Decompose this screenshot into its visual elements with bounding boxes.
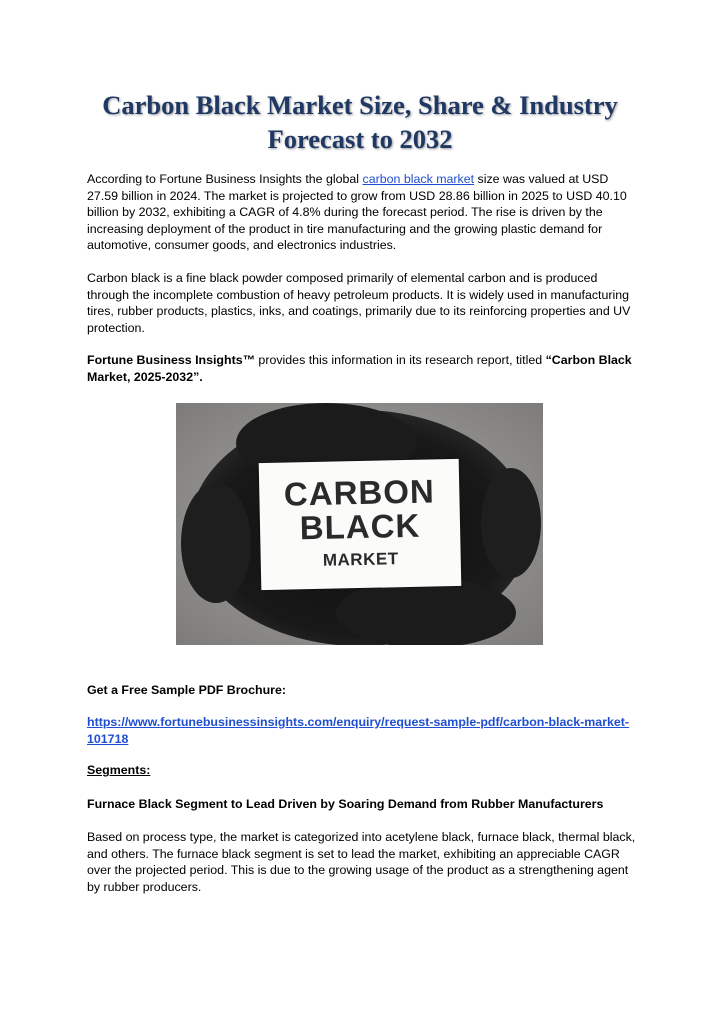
furnace-black-heading: Furnace Black Segment to Lead Driven by Soaring Demand from Rubber Manufacturers <box>87 797 604 811</box>
source-company: Fortune Business Insights™ <box>87 353 255 367</box>
carbon-black-market-link[interactable]: carbon black market <box>362 172 475 186</box>
sign-line-3: MARKET <box>322 549 399 570</box>
intro-text-start: According to Fortune Business Insights the global <box>87 172 363 186</box>
segments-heading: Segments: <box>87 763 151 777</box>
source-text: provides this information in its research report, titled <box>254 353 546 367</box>
intro-paragraph <box>87 171 637 254</box>
segments-paragraph: Based on process type, the market is categorized into acetylene black, furnace black, thermal black, and others. The furnace black segment is set to lead the market, exhibiting an appreciable CAGR over the projected period. This is due to the growing usage of the product as a strengthening agent by rubber producers. <box>87 830 636 894</box>
sign-line-2: BLACK <box>299 506 421 547</box>
title-line-2: Forecast to 2032 <box>267 124 453 154</box>
source-paragraph <box>87 352 637 385</box>
carbon-black-market-sign <box>259 459 462 590</box>
definition-paragraph: Carbon black is a fine black powder composed primarily of elemental carbon and is produced through the incomplete combustion of heavy petroleum products. It is widely used in manufacturing tires, rubber products, plastics, inks, and coatings, primarily due to its reinforcing properties and UV protection. <box>87 271 631 335</box>
page-title <box>60 88 660 156</box>
title-line-1: Carbon Black Market Size, Share & Industry <box>102 90 618 120</box>
source-report-title: “Carbon Black Market, 2025-2032”. <box>87 353 632 384</box>
intro-text-end: size was valued at USD 27.59 billion in 2024. The market is projected to grow from USD 28.86 billion in 2025 to USD 40.10 billion by 2032, exhibiting a CAGR of 4.8% during the forecast period. The rise is driven by the increasing deployment of the product in tire manufacturing and the growing plastic demand for automotive, consumer goods, and electronics industries. <box>87 172 627 252</box>
sample-heading: Get a Free Sample PDF Brochure: <box>87 683 286 697</box>
sample-pdf-link[interactable]: https://www.fortunebusinessinsights.com/enquiry/request-sample-pdf/carbon-black-market-101718 <box>87 715 630 746</box>
carbon-black-image <box>176 403 543 645</box>
sign-line-1: CARBON <box>283 472 436 513</box>
